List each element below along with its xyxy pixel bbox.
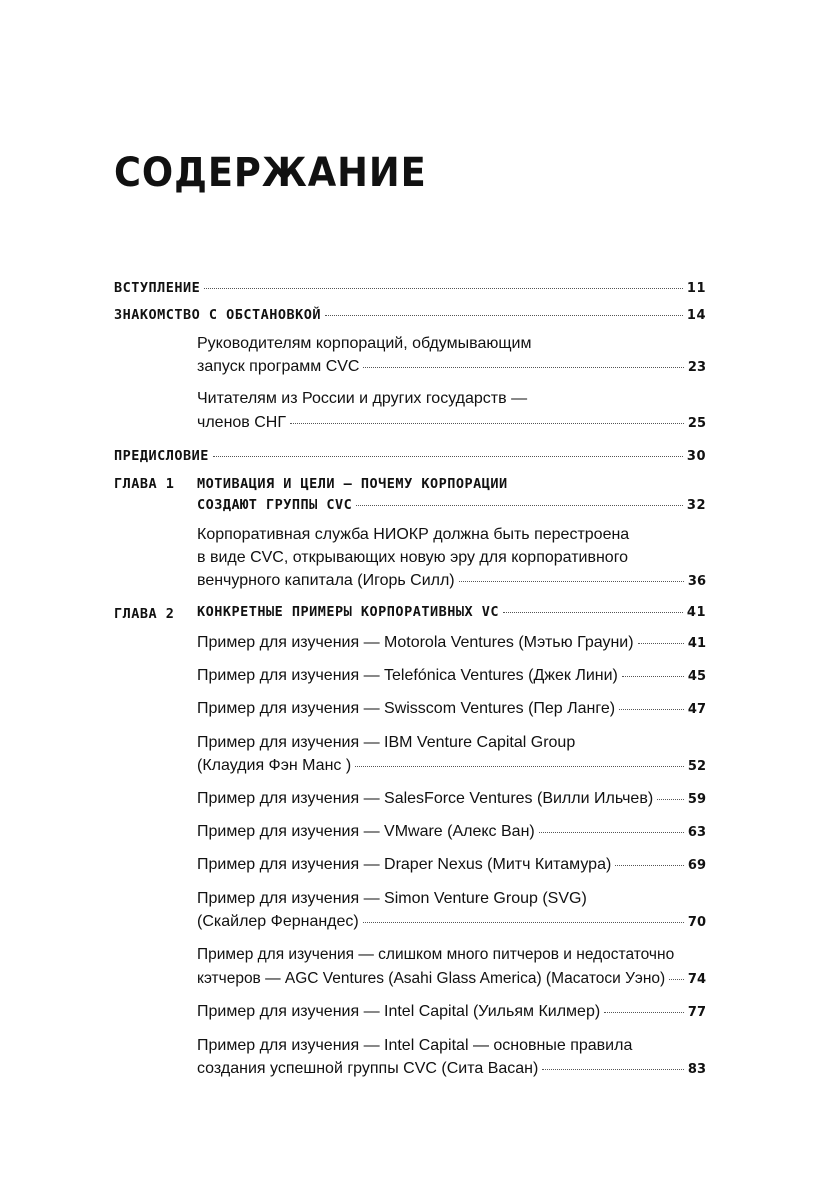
toc-entry-title: создания успешной группы CVC (Сита Васан) [197, 1060, 539, 1077]
toc-entry-title: Пример для изучения — Draper Nexus (Митч Китамура) [197, 856, 612, 873]
leader-dots [622, 676, 684, 677]
toc-page-number: 83 [687, 1062, 706, 1077]
toc-entry-line: в виде CVC, открывающих новую эру для корпоративного [197, 549, 629, 566]
toc-entry-introduction[interactable] [114, 280, 706, 304]
toc-page-number: 45 [687, 669, 706, 684]
page-title: СОДЕРЖАНИЕ [114, 150, 427, 196]
leader-dots [355, 766, 684, 767]
chapter-label: ГЛАВА 1 [114, 476, 175, 492]
toc-page-number: 25 [687, 416, 706, 431]
toc-entry-title: СОЗДАЮТ ГРУППЫ CVC [197, 497, 353, 513]
toc-page-number: 52 [687, 759, 706, 774]
toc-entry-russia-readers[interactable] [197, 414, 706, 438]
toc-entry-salesforce[interactable] [197, 790, 706, 814]
toc-entry-title: ПРЕДИСЛОВИЕ [114, 448, 209, 464]
toc-entry-ibm[interactable] [197, 757, 706, 781]
toc-entry-title: кэтчеров — AGC Ventures (Asahi Glass America) (Масатоси Уэно) [197, 970, 666, 987]
toc-page-number: 63 [687, 825, 706, 840]
toc-page-number: 47 [687, 702, 706, 717]
toc-entry-line: Руководителям корпораций, обдумывающим [197, 335, 532, 352]
chapter-label: ГЛАВА 2 [114, 606, 175, 622]
toc-entry-title: (Скайлер Фернандес) [197, 913, 359, 930]
toc-entry-title: Пример для изучения — Intel Capital (Уильям Килмер) [197, 1003, 601, 1020]
toc-entry-title: членов СНГ [197, 414, 287, 431]
leader-dots [290, 423, 684, 424]
toc-entry-title: КОНКРЕТНЫЕ ПРИМЕРЫ КОРПОРАТИВНЫХ VC [197, 604, 499, 620]
toc-page-number: 23 [687, 360, 706, 375]
toc-entry-setting[interactable] [114, 307, 706, 331]
toc-entry-preface[interactable] [114, 448, 706, 472]
toc-entry-cvc-executives[interactable] [197, 358, 706, 382]
toc-entry-chapter-1[interactable] [197, 497, 706, 521]
toc-entry-title: Пример для изучения — SalesForce Ventures (Вилли Ильчев) [197, 790, 654, 807]
toc-entry-intel-capital[interactable] [197, 1003, 706, 1027]
toc-entry-draper-nexus[interactable] [197, 856, 706, 880]
toc-entry-line: Пример для изучения — IBM Venture Capital Group [197, 734, 576, 751]
toc-entry-line: Пример для изучения — Simon Venture Group (SVG) [197, 890, 587, 907]
leader-dots [638, 643, 684, 644]
toc-entry-title: Пример для изучения — Telefónica Ventures (Джек Лини) [197, 667, 618, 684]
toc-entry-title: Пример для изучения — Swisscom Ventures (Пер Ланге) [197, 700, 616, 717]
toc-page-number: 32 [686, 498, 706, 513]
toc-entry-title: Пример для изучения — Motorola Ventures (Мэтью Грауни) [197, 634, 634, 651]
toc-page-number: 11 [686, 281, 706, 296]
toc-entry-chapter-2[interactable] [197, 604, 706, 628]
leader-dots [657, 799, 684, 800]
leader-dots [669, 979, 684, 980]
toc-entry-motorola[interactable] [197, 634, 706, 658]
toc-entry-telefonica[interactable] [197, 667, 706, 691]
leader-dots [356, 505, 683, 506]
toc-entry-simon-venture[interactable] [197, 913, 706, 937]
toc-entry-vmware[interactable] [197, 823, 706, 847]
leader-dots [325, 315, 683, 316]
toc-entry-title: ЗНАКОМСТВО С ОБСТАНОВКОЙ [114, 307, 322, 323]
toc-page-number: 70 [687, 915, 706, 930]
toc-entry-title: (Клаудия Фэн Манс ) [197, 757, 352, 774]
toc-entry-line: МОТИВАЦИЯ И ЦЕЛИ — ПОЧЕМУ КОРПОРАЦИИ [197, 476, 508, 492]
leader-dots [363, 922, 684, 923]
toc-page-number: 36 [687, 574, 706, 589]
toc-page-number: 69 [687, 858, 706, 873]
toc-entry-title: запуск программ CVC [197, 358, 360, 375]
toc-page-number: 30 [686, 449, 706, 464]
leader-dots [363, 367, 683, 368]
leader-dots [615, 865, 684, 866]
toc-entry-title: Пример для изучения — VMware (Алекс Ван) [197, 823, 535, 840]
toc-entry-line: Пример для изучения — слишком много питчеров и недостаточно [197, 946, 675, 963]
toc-entry-swisscom[interactable] [197, 700, 706, 724]
leader-dots [542, 1069, 684, 1070]
toc-page-number: 74 [687, 972, 706, 987]
leader-dots [539, 832, 684, 833]
toc-entry-title: венчурного капитала (Игорь Силл) [197, 572, 455, 589]
toc-page-number: 14 [686, 308, 706, 323]
toc-page-number: 59 [687, 792, 706, 807]
toc-entry-line: Читателям из России и других государств — [197, 390, 528, 407]
toc-page-number: 41 [686, 605, 706, 620]
toc-page-number: 77 [687, 1005, 706, 1020]
toc-entry-line: Пример для изучения — Intel Capital — основные правила [197, 1037, 633, 1054]
leader-dots [503, 612, 683, 613]
toc-entry-line: Корпоративная служба НИОКР должна быть перестроена [197, 526, 630, 543]
leader-dots [204, 288, 683, 289]
leader-dots [459, 581, 684, 582]
toc-entry-agc-ventures[interactable] [197, 970, 706, 994]
leader-dots [213, 456, 683, 457]
toc-page-number: 41 [687, 636, 706, 651]
leader-dots [604, 1012, 684, 1013]
leader-dots [619, 709, 684, 710]
toc-entry-intel-rules[interactable] [197, 1060, 706, 1084]
toc-entry-rnd-cvc[interactable] [197, 572, 706, 596]
toc-entry-title: ВСТУПЛЕНИЕ [114, 280, 201, 296]
